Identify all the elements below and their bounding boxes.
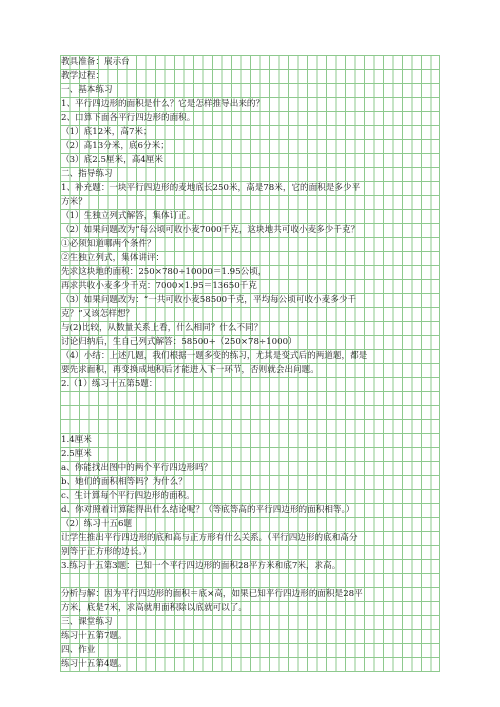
text-line: （1）底12米，高7米； [61, 127, 152, 137]
text-line: 1、平行四边形的面积是什么？它是怎样推导出来的？ [61, 99, 265, 109]
text-line: 1.4厘米 [61, 435, 92, 445]
text-line: 要先求面积，再变换成地积后才能进入下一环节，否则就会出问题。 [61, 365, 319, 375]
section-heading: 四、作业 [61, 645, 96, 655]
text-line: ②生独立列式，集体讲评： [61, 253, 165, 263]
text-line: ①必须知道哪两个条件？ [61, 239, 156, 249]
text-line: （2）高13分米，底6分米； [61, 141, 169, 151]
text-line: 再求共收小麦多少千克：7000×1.95＝13650千克 [61, 281, 257, 291]
text-line: 让学生推出平行四边形的底和高与正方形有什么关系。（平行四边形的底和高分 [61, 533, 358, 543]
text-line: 克？”又该怎样想？ [61, 309, 135, 319]
text-line: 教具准备：展示台 [61, 57, 130, 67]
text-line: （3）底2.5厘米，高4厘米 [61, 155, 163, 165]
section-heading: 二、指导练习 [61, 169, 113, 179]
text-line: 先求这块地的面积：250×780÷10000＝1.95公顷， [61, 267, 267, 277]
section-heading: 三、课堂练习 [61, 617, 113, 627]
text-line: 与(2)比较，从数量关系上看，什么相同？什么不同？ [61, 323, 263, 333]
text-line: （4）小结：上述几题，我们根据一题多变的练习，尤其是变式后的两道题，都是 [61, 351, 368, 361]
text-line: 方米，底是7米，求高就用面积除以底就可以了。 [61, 603, 247, 613]
text-line: 3.练习十五第3题：已知一个平行四边形的面积28平方米和底7米，求高。 [61, 561, 341, 571]
text-line: a、你能找出图中的两个平行四边形吗？ [61, 463, 213, 473]
text-line: 2.5厘米 [61, 449, 92, 459]
text-line: 练习十五第7题。 [61, 631, 127, 641]
text-line: （1）生独立列式解答，集体订正。 [61, 211, 196, 221]
text-line: 分析与解：因为平行四边形的面积＝底×高，如果已知平行四边形的面积是28平 [61, 589, 363, 599]
text-line: 2、口算下面各平行四边形的面积。 [61, 113, 196, 123]
text-line: d、你对照着计算能得出什么结论呢？（等底等高的平行四边形的面积相等。） [61, 505, 355, 515]
text-line: 2.（1）练习十五第5题： [61, 379, 158, 389]
text-line: 教学过程： [61, 71, 104, 81]
text-line: （3）如果问题改为：“一共可收小麦58500千克，平均每公顷可收小麦多少千 [61, 295, 357, 305]
figure-blank-space [60, 391, 440, 433]
text-line: b、她们的面积相等吗？为什么？ [61, 477, 187, 487]
text-line: （2）练习十五6题 [61, 519, 133, 529]
text-line: （2）如果问题改为“每公顷可收小麦7000千克，这块地共可收小麦多少千克？ [61, 225, 360, 235]
text-line: 1、补充题：一块平行四边形的麦地底长250米，高是78米，它的面积是多少平 [61, 183, 361, 193]
text-line: 方米？ [61, 197, 87, 207]
text-line: 别等于正方形的边长。） [61, 547, 152, 557]
text-line: 讨论归纳后，生自己列式解答：58500÷（250×78÷1000） [61, 337, 297, 347]
lesson-plan-text [60, 55, 440, 672]
text-line: c、生计算每个平行四边形的面积。 [61, 491, 195, 501]
text-line: 练习十五第4题。 [61, 659, 127, 669]
blank-line [60, 573, 440, 587]
section-heading: 一、基本练习 [61, 85, 113, 95]
